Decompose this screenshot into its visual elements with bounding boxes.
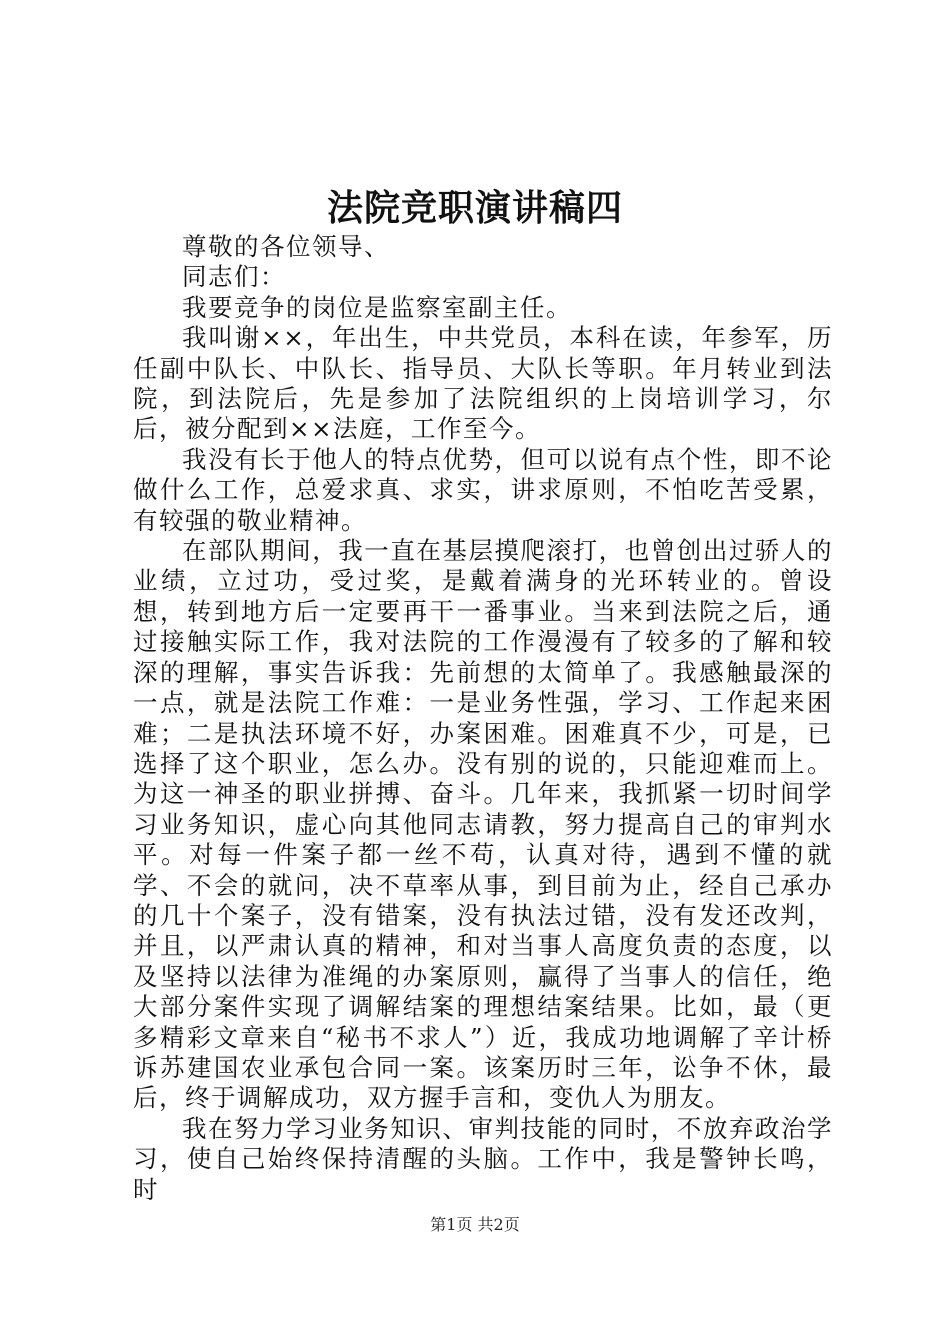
body-paragraph: 我叫谢××，年出生，中共党员，本科在读，年参军，历任副中队长、中队长、指导员、大队长等职。年月转业到法院，到法院后，先是参加了法院组织的上岗培训学习，尔后，被分配到××法庭，工作至今。 [133,323,833,444]
page-footer: 第1页 共2页 [430,1215,520,1234]
document-body [133,232,833,1205]
salutation-line-1: 尊敬的各位领导、 [182,232,390,261]
body-paragraph: 我要竞争的岗位是监察室副主任。 [182,292,572,322]
document-title: 法院竞职演讲稿四 [326,187,623,229]
salutation-line-2: 同志们： [182,262,286,292]
body-paragraph: 我没有长于他人的特点优势，但可以说有点个性，即不论做什么工作，总爱求真、求实，讲求原则，不怕吃苦受累，有较强的敬业精神。 [133,444,833,535]
body-paragraph: 我在努力学习业务知识、审判技能的同时，不放弃政治学习，使自己始终保持清醒的头脑。工作中，我是警钟长鸣，时 [133,1113,833,1204]
body-paragraph: 在部队期间，我一直在基层摸爬滚打，也曾创出过骄人的业绩，立过功，受过奖，是戴着满身的光环转业的。曾设想，转到地方后一定要再干一番事业。当来到法院之后，通过接触实际工作，我对法院的工作漫漫有了较多的了解和较深的理解，事实告诉我：先前想的太简单了。我感触最深的一点，就是法院工作难：一是业务性强，学习、工作起来困难；二是执法环境不好，办案困难。困难真不少，可是，已选择了这个职业，怎么办。没有别的说的，只能迎难而上。为这一神圣的职业拼搏、奋斗。几年来，我抓紧一切时间学习业务知识，虚心向其他同志请教，努力提高自己的审判水平。对每一件案子都一丝不苟，认真对待，遇到不懂的就学、不会的就问，决不草率从事，到目前为止，经自己承办的几十个案子，没有错案，没有执法过错，没有发还改判，并且，以严肃认真的精神，和对当事人高度负责的态度，以及坚持以法律为准绳的办案原则，赢得了当事人的信任，绝大部分案件实现了调解结案的理想结案结果。比如，最（更多精彩文章来自“秘书不求人”）近，我成功地调解了辛计桥诉苏建国农业承包合同一案。该案历时三年，讼争不休，最后，终于调解成功，双方握手言和，变仇人为朋友。 [133,536,833,1113]
